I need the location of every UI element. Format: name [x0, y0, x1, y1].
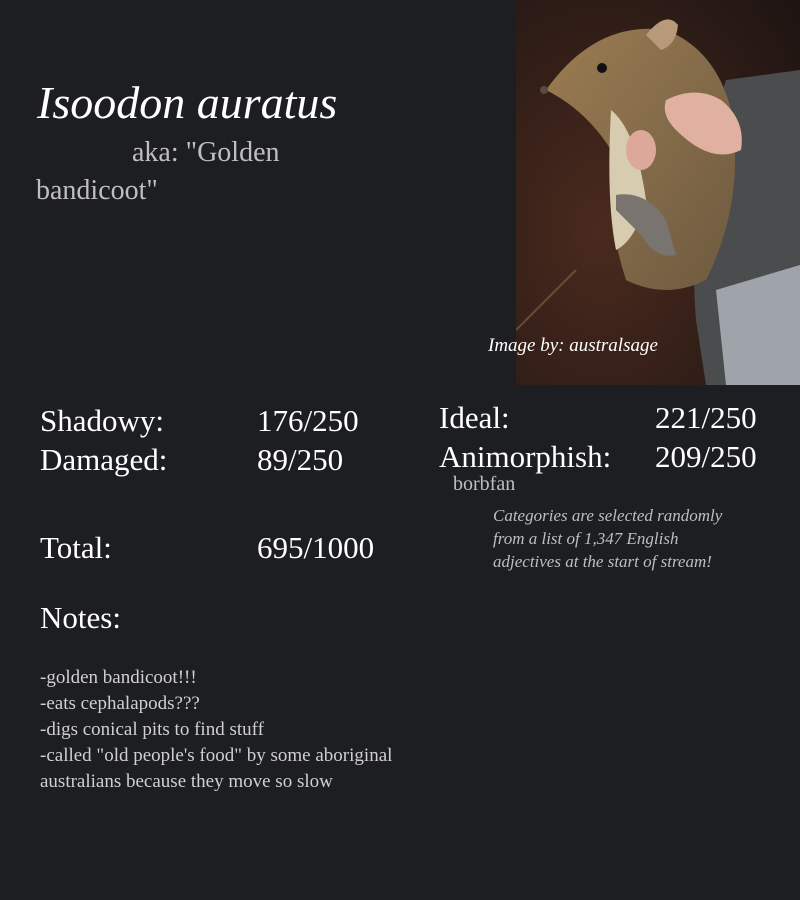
total-value: 695/1000 [257, 530, 375, 565]
total-label: Total: [40, 530, 112, 565]
note-line: -called "old people's food" by some aboriginal [40, 745, 393, 766]
species-common-name: aka: "Golden bandicoot" [36, 137, 280, 206]
score-value-shadowy: 176/250 [257, 403, 359, 438]
image-credit: Image by: australsage [488, 335, 658, 356]
score-label-ideal: Ideal: [439, 400, 510, 435]
score-value-damaged: 89/250 [257, 442, 344, 477]
categories-disclaimer: Categories are selected randomly from a list of 1,347 English adjectives at the start of stream! [493, 506, 723, 571]
note-line: -golden bandicoot!!! [40, 667, 197, 688]
species-scientific-name: Isoodon auratus [37, 77, 338, 128]
score-label-shadowy: Shadowy: [40, 403, 164, 438]
note-line: australians because they move so slow [40, 771, 333, 792]
note-line: -digs conical pits to find stuff [40, 719, 264, 740]
notes-list [40, 665, 460, 795]
notes-heading: Notes: [40, 600, 121, 635]
submitted-by-user: borbfan [453, 473, 516, 495]
score-value-animorphish: 209/250 [655, 439, 757, 474]
note-line: -eats cephalapods??? [40, 693, 200, 714]
animal-photo [516, 0, 800, 385]
score-value-ideal: 221/250 [655, 400, 757, 435]
score-label-damaged: Damaged: [40, 442, 168, 477]
score-label-animorphish: Animorphish: [439, 439, 612, 474]
